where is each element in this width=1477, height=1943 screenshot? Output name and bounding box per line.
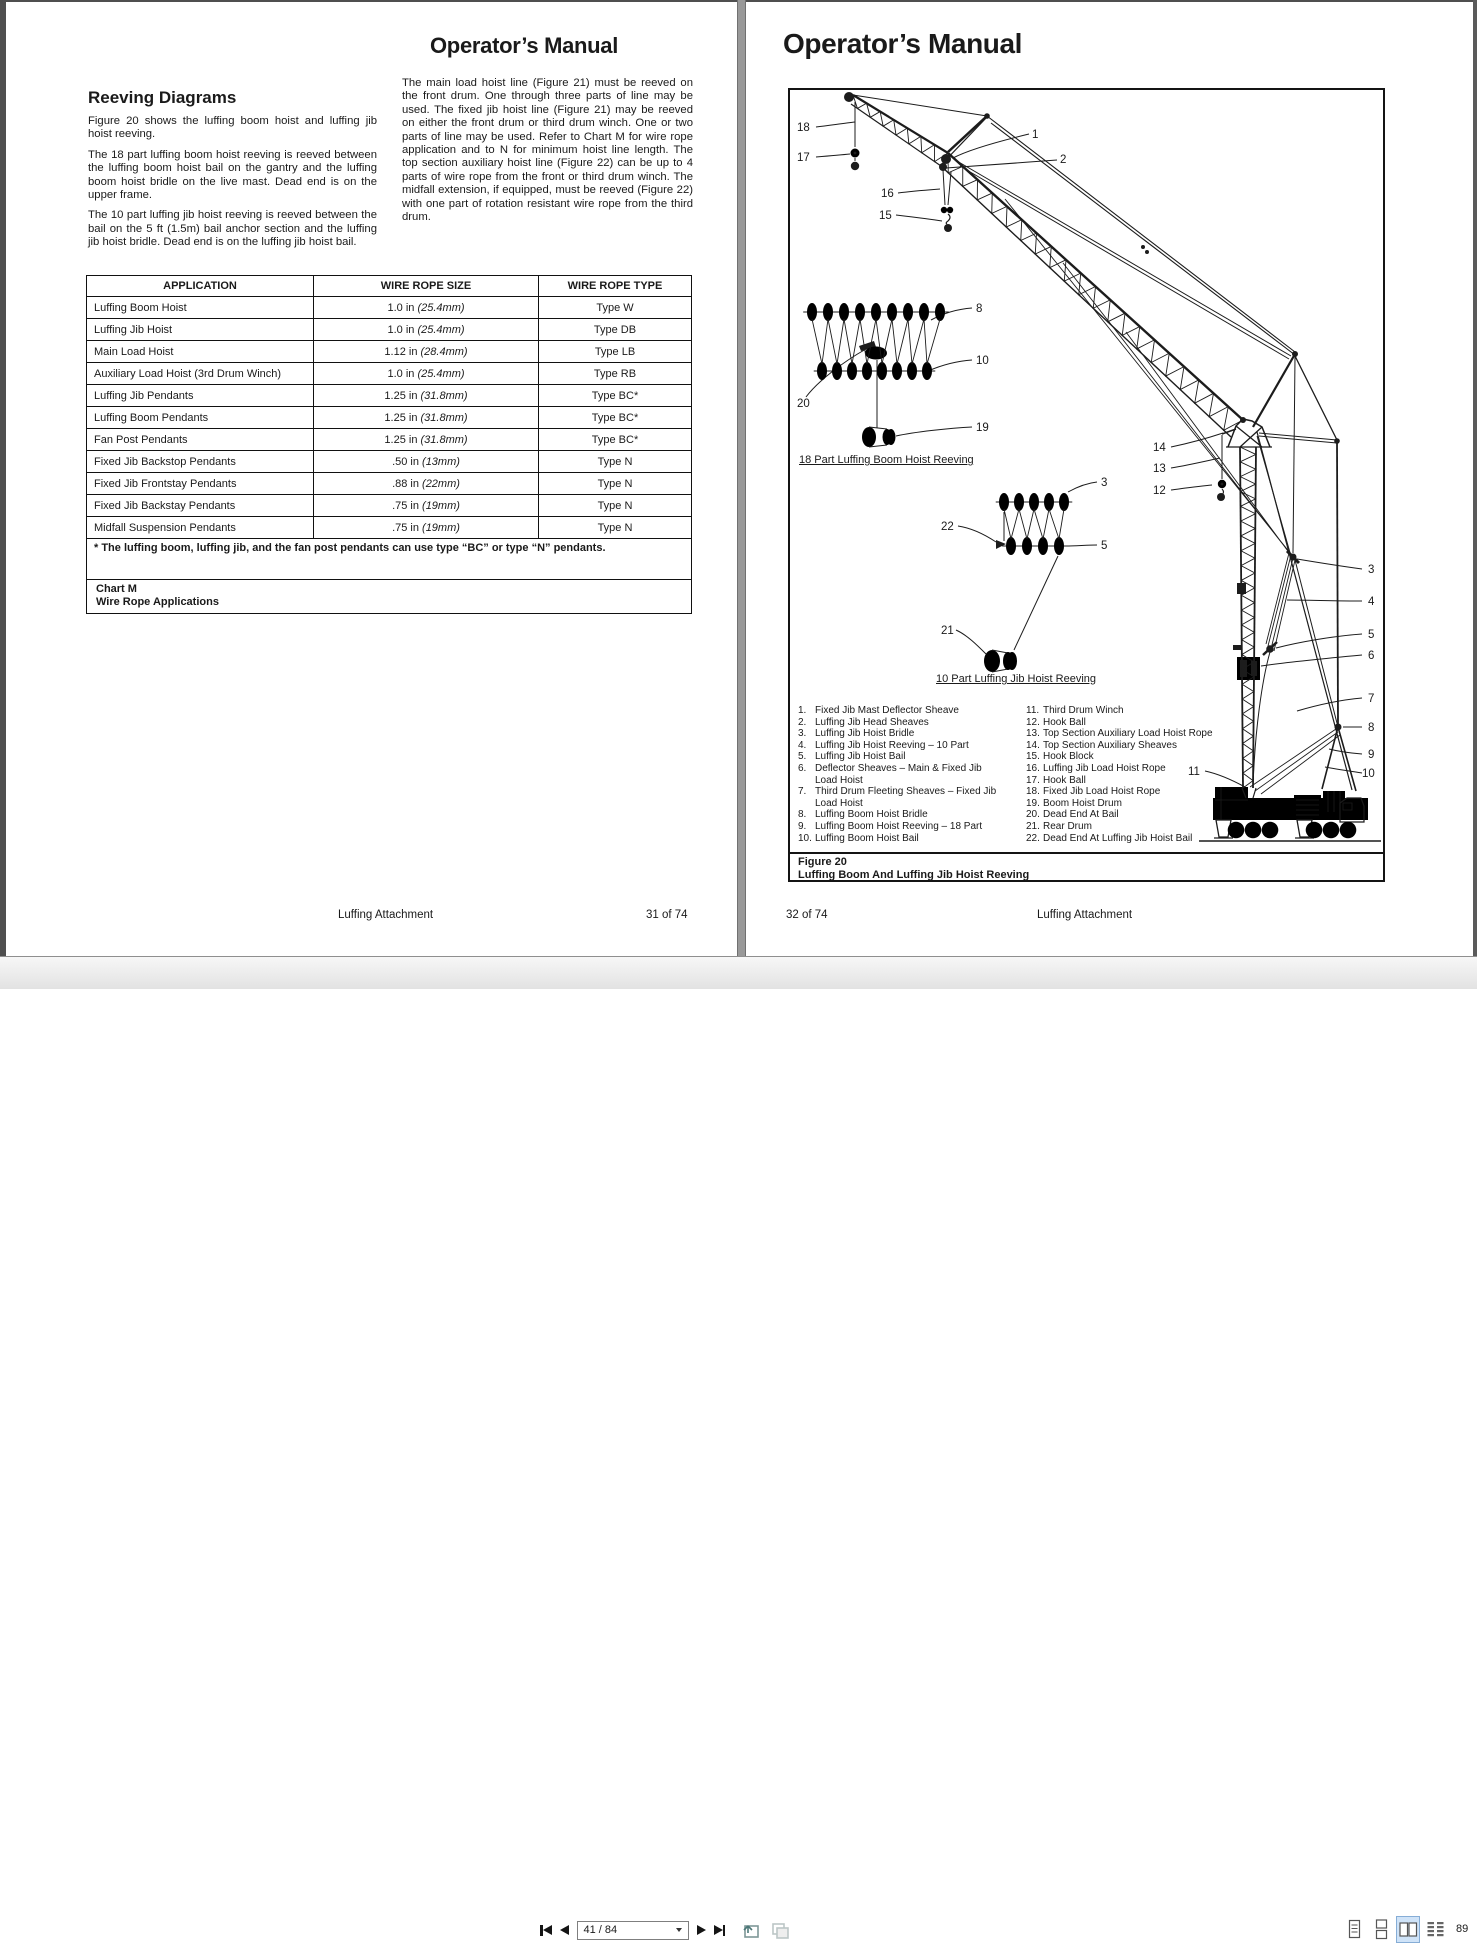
page-divider bbox=[737, 0, 746, 956]
table-footnote: * The luffing boom, luffing jib, and the fan post pendants can use type “BC” or type “N” pendants. bbox=[87, 539, 692, 580]
col-header-type: WIRE ROPE TYPE bbox=[539, 276, 692, 297]
wire-rope-table bbox=[86, 275, 692, 614]
table-cell: .75 in (19mm) bbox=[314, 517, 539, 539]
page-layout-group bbox=[1342, 1916, 1447, 1943]
next-page-button[interactable] bbox=[697, 1925, 706, 1935]
diagram-label: 9 bbox=[1368, 749, 1375, 761]
continuous-view-icon bbox=[1373, 1919, 1390, 1940]
diagram-label: 12 bbox=[1153, 485, 1166, 497]
figure-caption-number: Figure 20 bbox=[798, 856, 847, 868]
legend-item: 6. Deflector Sheaves – Main & Fixed Jib Load Hoist bbox=[798, 762, 982, 786]
table-cell: Fixed Jib Backstay Pendants bbox=[87, 495, 314, 517]
table-row bbox=[87, 473, 692, 495]
table-row bbox=[87, 297, 692, 319]
figure-legend-column-2 bbox=[1026, 705, 1258, 844]
table-cell: 1.12 in (28.4mm) bbox=[314, 341, 539, 363]
legend-item: 3. Luffing Jib Hoist Bridle bbox=[798, 728, 915, 740]
last-page-button[interactable] bbox=[714, 1925, 726, 1936]
footer-doc-title: Luffing Attachment bbox=[1037, 909, 1133, 921]
legend-item: 22. Dead End At Luffing Jib Hoist Bail bbox=[1026, 832, 1193, 844]
first-page-button[interactable] bbox=[540, 1925, 552, 1936]
two-page-continuous-view-button[interactable] bbox=[1423, 1916, 1447, 1943]
viewer-right-edge bbox=[1473, 0, 1477, 956]
table-cell: .88 in (22mm) bbox=[314, 473, 539, 495]
table-cell: Type N bbox=[539, 517, 692, 539]
diagram-label: 18 bbox=[797, 122, 810, 134]
table-cell: Type N bbox=[539, 495, 692, 517]
inset2-caption: 10 Part Luffing Jib Hoist Reeving bbox=[936, 673, 1096, 685]
legend-item: 9. Luffing Boom Hoist Reeving – 18 Part bbox=[798, 820, 983, 832]
table-cell: Type DB bbox=[539, 319, 692, 341]
page-number-value: 41 / 84 bbox=[583, 1924, 618, 1936]
table-cell: Type W bbox=[539, 297, 692, 319]
table-cell: .75 in (19mm) bbox=[314, 495, 539, 517]
table-cell: .50 in (13mm) bbox=[314, 451, 539, 473]
table-cell: 1.0 in (25.4mm) bbox=[314, 319, 539, 341]
table-row bbox=[87, 385, 692, 407]
diagram-label: 15 bbox=[879, 210, 892, 222]
two-page-continuous-view-icon bbox=[1426, 1919, 1445, 1940]
last-page-icon bbox=[714, 1925, 723, 1935]
continuous-view-button[interactable] bbox=[1369, 1916, 1393, 1943]
two-page-view-icon bbox=[1399, 1919, 1418, 1940]
table-row bbox=[87, 495, 692, 517]
page-navigation-group bbox=[540, 1918, 791, 1942]
table-cell: Auxiliary Load Hoist (3rd Drum Winch) bbox=[87, 363, 314, 385]
table-cell: Main Load Hoist bbox=[87, 341, 314, 363]
single-page-view-icon bbox=[1346, 1919, 1363, 1940]
col-header-application: APPLICATION bbox=[87, 276, 314, 297]
table-cell: Fan Post Pendants bbox=[87, 429, 314, 451]
table-cell: 1.25 in (31.8mm) bbox=[314, 429, 539, 451]
diagram-label: 17 bbox=[797, 152, 810, 164]
diagram-label: 4 bbox=[1368, 596, 1375, 608]
chart-label-line2: Wire Rope Applications bbox=[96, 596, 219, 608]
previous-page-icon bbox=[560, 1925, 569, 1935]
table-header-row bbox=[87, 276, 692, 297]
legend-item: 2. Luffing Jib Head Sheaves bbox=[798, 716, 929, 728]
diagram-label: 21 bbox=[941, 625, 954, 637]
table-cell: Luffing Jib Hoist bbox=[87, 319, 314, 341]
diagram-label: 13 bbox=[1153, 463, 1166, 475]
figure-caption bbox=[790, 852, 1383, 880]
diagram-label: 8 bbox=[1368, 722, 1375, 734]
chart-label bbox=[87, 580, 692, 614]
diagram-label: 3 bbox=[1368, 564, 1375, 576]
table-cell: 1.25 in (31.8mm) bbox=[314, 385, 539, 407]
inset1-caption: 18 Part Luffing Boom Hoist Reeving bbox=[799, 454, 974, 466]
table-cell: Type BC* bbox=[539, 407, 692, 429]
two-page-view-button[interactable] bbox=[1396, 1916, 1420, 1943]
body-paragraph: Figure 20 shows the luffing boom hoist and luffing jib hoist reeving. bbox=[88, 115, 377, 141]
section-title: Reeving Diagrams bbox=[88, 88, 237, 107]
legend-item: 4. Luffing Jib Hoist Reeving – 10 Part bbox=[798, 739, 969, 751]
table-row bbox=[87, 319, 692, 341]
snapshot-button[interactable] bbox=[739, 1920, 761, 1940]
page-left bbox=[6, 2, 737, 956]
legend-item: 5. Luffing Jib Hoist Bail bbox=[798, 751, 906, 763]
copy-page-icon bbox=[769, 1920, 791, 1940]
figure-legend-column-1 bbox=[798, 705, 1006, 844]
table-row bbox=[87, 363, 692, 385]
diagram-label: 2 bbox=[1060, 154, 1067, 166]
legend-item: 20. Dead End At Bail bbox=[1026, 809, 1119, 821]
diagram-label: 16 bbox=[881, 188, 894, 200]
page-number-combobox[interactable] bbox=[577, 1921, 689, 1940]
body-paragraph: The main load hoist line (Figure 21) must be reeved on the front drum. One through three parts of line may be used. The fixed jib hoist line (Figure 21) may be reeved on either the front drum or third drum winch. One or two parts of line may be used. Refer to Chart M for wire rope application and to N for minimum hoist line length. The top section auxiliary hoist line (Figure 22) can be up to 4 parts of wire rope from the front or third drum winch. The midfall extension, if equipped, must be reeved (Figure 22) with one part of rotation resistant wire rope from the third drum. bbox=[402, 77, 693, 224]
table-cell: Luffing Boom Pendants bbox=[87, 407, 314, 429]
table-cell: 1.0 in (25.4mm) bbox=[314, 297, 539, 319]
previous-page-button[interactable] bbox=[560, 1925, 569, 1935]
table-row bbox=[87, 517, 692, 539]
body-column-1 bbox=[88, 115, 377, 257]
legend-item: 7. Third Drum Fleeting Sheaves – Fixed Jib Load Hoist bbox=[798, 786, 997, 809]
legend-item: 14. Top Section Auxiliary Sheaves bbox=[1026, 739, 1177, 751]
page-title: Operator’s Manual bbox=[430, 33, 619, 58]
diagram-label: 14 bbox=[1153, 442, 1166, 454]
table-cell: Fixed Jib Frontstay Pendants bbox=[87, 473, 314, 495]
diagram-label: 10 bbox=[1362, 768, 1375, 780]
table-row bbox=[87, 429, 692, 451]
chart-label-line1: Chart M bbox=[96, 583, 137, 595]
table-cell: Type LB bbox=[539, 341, 692, 363]
diagram-label: 10 bbox=[976, 355, 989, 367]
diagram-label: 3 bbox=[1101, 477, 1108, 489]
legend-item: 8. Luffing Boom Hoist Bridle bbox=[798, 809, 928, 821]
diagram-label: 7 bbox=[1368, 693, 1375, 705]
diagram-label: 5 bbox=[1368, 629, 1375, 641]
zoom-level-text: 89 bbox=[1456, 1923, 1469, 1935]
chevron-down-icon bbox=[676, 1928, 682, 1932]
figure-20-box bbox=[788, 88, 1385, 882]
diagram-label: 8 bbox=[976, 303, 983, 315]
diagram-label: 19 bbox=[976, 422, 989, 434]
table-cell: Fixed Jib Backstop Pendants bbox=[87, 451, 314, 473]
table-cell: 1.0 in (25.4mm) bbox=[314, 363, 539, 385]
single-page-view-button[interactable] bbox=[1342, 1916, 1366, 1943]
legend-item: 11. Third Drum Winch bbox=[1026, 705, 1124, 716]
snapshot-icon bbox=[739, 1920, 761, 1940]
legend-item: 15. Hook Block bbox=[1026, 751, 1094, 763]
diagram-label: 20 bbox=[797, 398, 810, 410]
legend-item: 19. Boom Hoist Drum bbox=[1026, 797, 1122, 809]
table-cell: Type BC* bbox=[539, 385, 692, 407]
diagram-label: 1 bbox=[1032, 129, 1039, 141]
diagram-label: 5 bbox=[1101, 540, 1108, 552]
copy-page-button[interactable] bbox=[769, 1920, 791, 1940]
table-row bbox=[87, 451, 692, 473]
table-row bbox=[87, 341, 692, 363]
page-title: Operator’s Manual bbox=[783, 28, 1023, 59]
next-page-icon bbox=[697, 1925, 706, 1935]
table-cell: Type RB bbox=[539, 363, 692, 385]
legend-item: 16. Luffing Jib Load Hoist Rope bbox=[1026, 762, 1166, 774]
legend-item: 13. Top Section Auxiliary Load Hoist Rope bbox=[1026, 728, 1213, 740]
footer-doc-title: Luffing Attachment bbox=[338, 909, 434, 921]
table-cell: Type N bbox=[539, 473, 692, 495]
page-right bbox=[746, 2, 1473, 956]
footer-page-number: 32 of 74 bbox=[786, 909, 828, 921]
legend-item: 10. Luffing Boom Hoist Bail bbox=[798, 832, 919, 844]
figure-caption-title: Luffing Boom And Luffing Jib Hoist Reeving bbox=[798, 868, 1030, 881]
legend-item: 21. Rear Drum bbox=[1026, 820, 1092, 832]
table-cell: Type BC* bbox=[539, 429, 692, 451]
viewer-toolbar bbox=[0, 956, 1477, 1936]
legend-item: 18. Fixed Jib Load Hoist Rope bbox=[1026, 786, 1161, 798]
diagram-label: 11 bbox=[1188, 766, 1200, 778]
table-cell: 1.25 in (31.8mm) bbox=[314, 407, 539, 429]
table-row bbox=[87, 407, 692, 429]
table-cell: Midfall Suspension Pendants bbox=[87, 517, 314, 539]
legend-item: 17. Hook Ball bbox=[1026, 774, 1086, 786]
body-paragraph: The 10 part luffing jib hoist reeving is reeved between the bail on the 5 ft (1.5m) bail anchor section and the luffing jib hoist bridle. Dead end is on the luffing jib hoist bail. bbox=[88, 209, 377, 249]
table-cell: Type N bbox=[539, 451, 692, 473]
table-cell: Luffing Jib Pendants bbox=[87, 385, 314, 407]
col-header-size: WIRE ROPE SIZE bbox=[314, 276, 539, 297]
legend-item: 12. Hook Ball bbox=[1026, 716, 1086, 728]
table-cell: Luffing Boom Hoist bbox=[87, 297, 314, 319]
body-column-2 bbox=[402, 77, 693, 231]
body-paragraph: The 18 part luffing boom hoist reeving is reeved between the luffing boom hoist bail on the gantry and the luffing boom hoist bridle on the live mast. Dead end is on the upper frame. bbox=[88, 148, 377, 202]
diagram-label: 22 bbox=[941, 521, 954, 533]
legend-item: 1. Fixed Jib Mast Deflector Sheave bbox=[798, 705, 959, 716]
footer-page-number: 31 of 74 bbox=[646, 909, 688, 921]
diagram-label: 6 bbox=[1368, 650, 1375, 662]
